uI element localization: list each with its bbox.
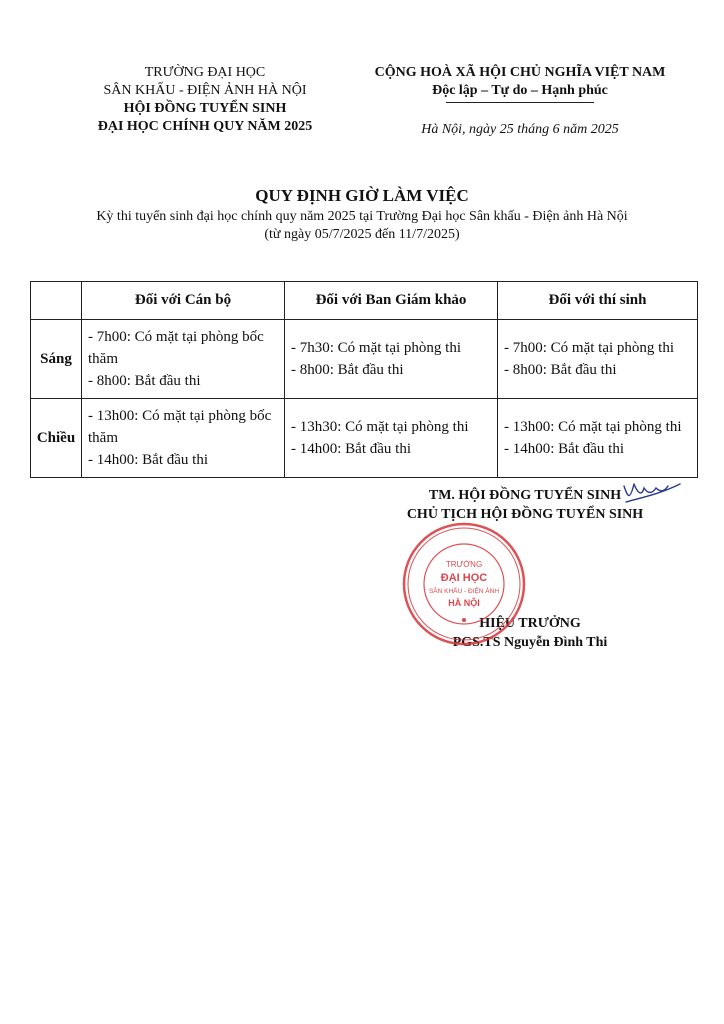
schedule-table xyxy=(30,281,698,478)
issuing-organization xyxy=(70,64,340,136)
org-line-program-year: ĐẠI HỌC CHÍNH QUY NĂM 2025 xyxy=(97,119,313,134)
table-header-row xyxy=(31,282,698,320)
document-period: (từ ngày 05/7/2025 đến 11/7/2025) xyxy=(264,227,460,242)
cell-line: - 14h00: Bắt đầu thi xyxy=(291,441,411,457)
cell-line: - 7h00: Có mặt tại phòng thi xyxy=(504,340,674,356)
cell-line: - 14h00: Bắt đầu thi xyxy=(504,441,624,457)
seal-text-line4: HÀ NỘI xyxy=(448,598,480,608)
cell-line: - 8h00: Bắt đầu thi xyxy=(504,362,617,378)
cell-line: - 7h30: Có mặt tại phòng thi xyxy=(291,340,461,356)
header-cell-jury: Đối với Ban Giám khảo xyxy=(285,282,498,320)
document-title: QUY ĐỊNH GIỜ LÀM VIỆC xyxy=(255,186,469,205)
jury-cell xyxy=(285,399,498,478)
signature-title: CHỦ TỊCH HỘI ĐỒNG TUYỂN SINH xyxy=(406,507,644,522)
seal-text-line1: TRƯỜNG xyxy=(445,560,483,569)
signer-name: PGS.TS Nguyễn Đình Thi xyxy=(452,635,608,650)
official-seal xyxy=(402,522,526,646)
country-name: CỘNG HOÀ XÃ HỘI CHỦ NGHĨA VIỆT NAM xyxy=(374,65,666,80)
national-motto: Độc lập – Tự do – Hạnh phúc xyxy=(432,83,608,98)
cell-line: - 13h30: Có mặt tại phòng thi xyxy=(291,419,469,435)
session-label: Sáng xyxy=(31,320,82,399)
cell-line: - 7h00: Có mặt tại phòng bốc thăm xyxy=(88,329,264,367)
seal-text-line2: ĐẠI HỌC xyxy=(440,572,488,584)
staff-cell xyxy=(82,320,285,399)
table-row-afternoon xyxy=(31,399,698,478)
session-label: Chiều xyxy=(31,399,82,478)
org-line-council: HỘI ĐỒNG TUYỂN SINH xyxy=(123,101,287,116)
jury-cell xyxy=(285,320,498,399)
cell-line: - 8h00: Bắt đầu thi xyxy=(291,362,404,378)
candidates-cell xyxy=(498,399,698,478)
cell-line: - 13h00: Có mặt tại phòng thi xyxy=(504,419,682,435)
org-line-school-name: SÂN KHẤU - ĐIỆN ẢNH HÀ NỘI xyxy=(103,83,307,98)
cell-line: - 13h00: Có mặt tại phòng bốc thăm xyxy=(88,408,272,446)
document-date: Hà Nội, ngày 25 tháng 6 năm 2025 xyxy=(421,122,619,137)
signature-on-behalf: TM. HỘI ĐỒNG TUYỂN SINH xyxy=(428,488,622,503)
staff-cell xyxy=(82,399,285,478)
document-subtitle: Kỳ thi tuyển sinh đại học chính quy năm 2025 tại Trường Đại học Sân khấu - Điện ảnh Hà Nội xyxy=(96,209,628,224)
motto-underline xyxy=(446,102,594,103)
org-line-university: TRƯỜNG ĐẠI HỌC xyxy=(144,65,266,80)
signer-role: HIỆU TRƯỞNG xyxy=(479,616,581,631)
cell-line: - 14h00: Bắt đầu thi xyxy=(88,452,208,468)
handwritten-signature xyxy=(620,478,682,506)
candidates-cell xyxy=(498,320,698,399)
cell-line: - 8h00: Bắt đầu thi xyxy=(88,373,201,389)
seal-star-icon xyxy=(462,618,466,622)
header-cell-staff: Đối với Cán bộ xyxy=(82,282,285,320)
national-header xyxy=(360,64,680,139)
seal-text-line3: SÂN KHẤU - ĐIỆN ẢNH xyxy=(428,588,500,595)
header-cell-empty xyxy=(31,282,82,320)
header-cell-candidates: Đối với thí sinh xyxy=(498,282,698,320)
table-row-morning xyxy=(31,320,698,399)
